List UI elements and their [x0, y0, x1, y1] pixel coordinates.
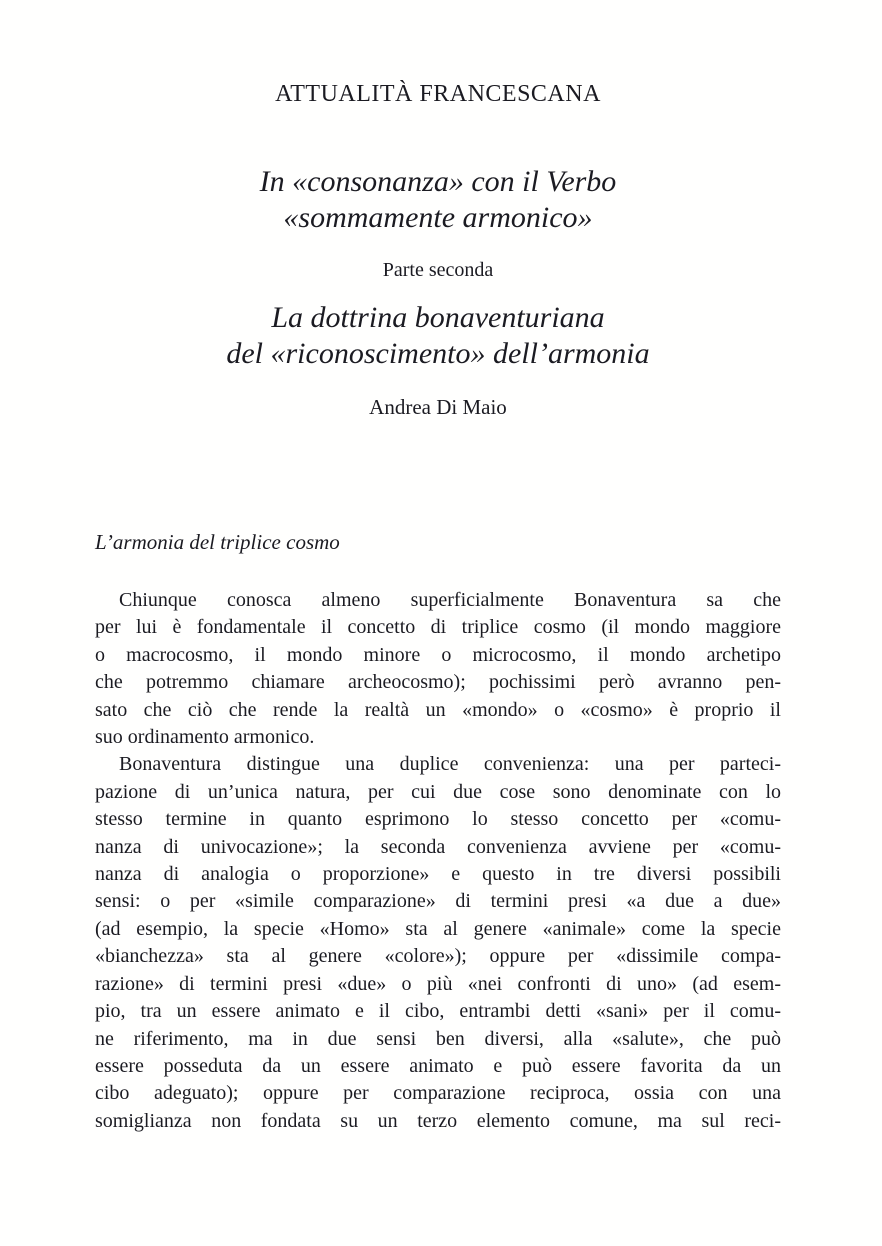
text-line: sensi: o per «simile comparazione» di termini presi «a due a due» — [95, 890, 781, 913]
text-line: che potremmo chiamare archeocosmo); pochissimi però avranno pen- — [95, 671, 781, 694]
text-line: sato che ciò che rende la realtà un «mondo» o «cosmo» è proprio il — [95, 698, 781, 721]
text-line: pazione di un’unica natura, per cui due cose sono denominate con lo — [95, 780, 781, 803]
text-line: stesso termine in quanto esprimono lo stesso concetto per «comu- — [95, 808, 781, 831]
text-line: cibo adeguato); oppure per comparazione reciproca, ossia con una — [95, 1082, 781, 1105]
article-subtitle — [95, 300, 781, 372]
section-heading: L’armonia del triplice cosmo — [95, 530, 340, 554]
text-line: «bianchezza» sta al genere «colore»); oppure per «dissimile compa- — [95, 945, 781, 968]
text-line: o macrocosmo, il mondo minore o microcosmo, il mondo archetipo — [95, 643, 781, 666]
text-line: Chiunque conosca almeno superficialmente Bonaventura sa che — [119, 589, 781, 611]
article-subtitle-line-2: del «riconoscimento» dell’armonia — [226, 337, 650, 370]
author-name: Andrea Di Maio — [369, 395, 507, 419]
article-title — [95, 164, 781, 236]
text-line: somiglianza non fondata su un terzo elemento comune, ma sul reci- — [95, 1109, 781, 1132]
paragraph — [95, 587, 781, 751]
text-line: per lui è fondamentale il concetto di triplice cosmo (il mondo maggiore — [95, 616, 781, 639]
text-line: suo ordinamento armonico. — [95, 726, 315, 749]
text-line: razione» di termini presi «due» o più «nei confronti di uno» (ad esem- — [95, 972, 781, 995]
text-line: nanza di univocazione»; la seconda convenienza avviene per «comu- — [95, 835, 781, 858]
text-line: Bonaventura distingue una duplice convenienza: una per parteci- — [119, 753, 781, 776]
article-title-line-1: In «consonanza» con il Verbo — [259, 165, 617, 198]
article-subtitle-line-1: La dottrina bonaventuriana — [271, 301, 605, 334]
article-title-line-2: «sommamente armonico» — [283, 201, 593, 234]
text-line: essere posseduta da un essere animato e può essere favorita da un — [95, 1054, 781, 1077]
part-label: Parte seconda — [382, 259, 494, 281]
text-line: ne riferimento, ma in due sensi ben diversi, alla «salute», che può — [95, 1027, 781, 1050]
paragraphs — [95, 587, 781, 1135]
text-line: nanza di analogia o proporzione» e questo in tre diversi possibili — [95, 863, 781, 886]
text-line: pio, tra un essere animato e il cibo, entrambi detti «sani» per il comu- — [95, 1000, 781, 1023]
text-column — [95, 0, 781, 1135]
text-line: (ad esempio, la specie «Homo» sta al genere «animale» come la specie — [95, 917, 781, 940]
paragraph — [95, 751, 781, 1135]
running-head: ATTUALITÀ FRANCESCANA — [275, 81, 601, 107]
